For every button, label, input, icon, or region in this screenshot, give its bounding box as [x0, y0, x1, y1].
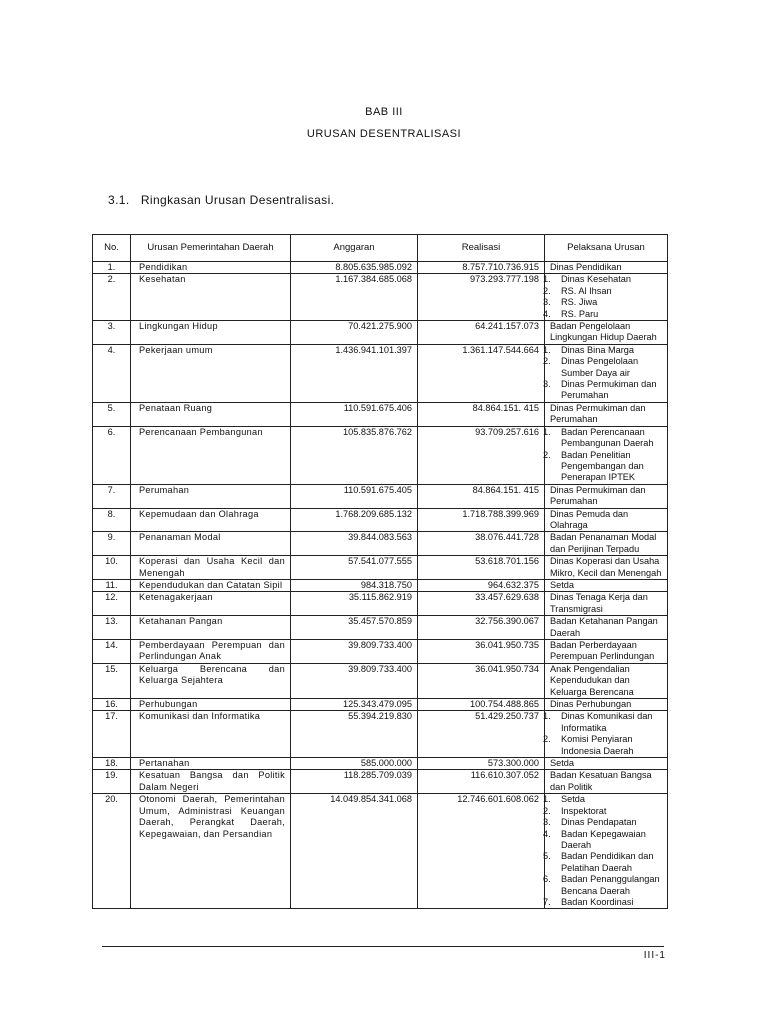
- pelaksana-item-label: Badan Kesatuan Bangsa dan Politik: [550, 770, 652, 792]
- section-title: Ringkasan Urusan Desentralisasi.: [140, 193, 335, 207]
- pelaksana-item-label: Badan Kepegawaian Daerah: [561, 828, 646, 850]
- row-anggaran: 35.457.570.859: [291, 616, 418, 640]
- row-anggaran: 585.000.000: [291, 758, 418, 770]
- table-row: [93, 508, 668, 532]
- row-anggaran: 110.591.675.405: [291, 484, 418, 508]
- row-pelaksana: [545, 758, 668, 770]
- pelaksana-item-label: Badan Ketahanan Pangan Daerah: [550, 616, 658, 638]
- pelaksana-item-label: Badan Perberdayaan Perempuan Perlindungan: [550, 640, 655, 662]
- column-header-anggaran: Anggaran: [291, 235, 418, 262]
- column-header-realisasi: Realisasi: [418, 235, 545, 262]
- table-row: [93, 758, 668, 770]
- chapter-heading: BAB III: [365, 106, 403, 118]
- row-urusan: Komunikasi dan Informatika: [131, 711, 291, 758]
- row-urusan: Kepemudaan dan Olahraga: [131, 508, 291, 532]
- row-pelaksana: [545, 426, 668, 484]
- row-anggaran: 1.436.941.101.397: [291, 344, 418, 402]
- row-pelaksana: [545, 699, 668, 711]
- table-row: [93, 344, 668, 402]
- table-row: [93, 426, 668, 484]
- pelaksana-item-label: Badan Pendidikan dan Pelatihan Daerah: [561, 851, 654, 873]
- row-realisasi: 38.076.441.728: [418, 532, 545, 556]
- row-anggaran: 1.768.209.685.132: [291, 508, 418, 532]
- pelaksana-item: 3. RS. Jiwa: [543, 297, 598, 308]
- pelaksana-item-label: Dinas Pendidikan: [550, 262, 622, 272]
- pelaksana-item: 2. RS. Al Ihsan: [543, 285, 612, 296]
- pelaksana-item-label: Anak Pengendalian Kependudukan dan Keluarga Berencana: [550, 663, 634, 697]
- row-realisasi: 36.041.950.735: [418, 640, 545, 664]
- row-realisasi: 8.757.710.736.915: [418, 262, 545, 274]
- column-header-no: No.: [93, 235, 131, 262]
- row-realisasi: 51.429.250.737: [418, 711, 545, 758]
- pelaksana-item-label: Badan Pengelolaan Lingkungan Hidup Daerah: [550, 321, 657, 343]
- row-anggaran: 14.049.854.341.068: [291, 794, 418, 909]
- pelaksana-item-label: Dinas Permukiman dan Perumahan: [561, 379, 657, 401]
- row-realisasi: 1.361.147.544.664: [418, 344, 545, 402]
- row-anggaran: 984.318.750: [291, 579, 418, 591]
- row-pelaksana: [545, 770, 668, 794]
- row-realisasi: 573.300.000: [418, 758, 545, 770]
- pelaksana-item: 4. Badan Kepegawaian Daerah: [543, 828, 646, 850]
- table-row: [93, 794, 668, 909]
- row-anggaran: 57.541.077.555: [291, 556, 418, 580]
- pelaksana-item-label: RS. Al Ihsan: [561, 285, 612, 296]
- row-number: 1.: [93, 262, 131, 274]
- pelaksana-item-label: Dinas Bina Marga: [561, 344, 635, 355]
- row-urusan: Pertanahan: [131, 758, 291, 770]
- pelaksana-item-label: Badan Koordinasi: [561, 896, 634, 907]
- row-realisasi: 12.746.601.608.062: [418, 794, 545, 909]
- table-row: [93, 711, 668, 758]
- table-row: [93, 484, 668, 508]
- pelaksana-item-label: Setda: [550, 579, 575, 590]
- pelaksana-item: 4. RS. Paru: [543, 308, 599, 319]
- row-anggaran: 70.421.275.900: [291, 321, 418, 345]
- pelaksana-item: 6. Badan Penanggulangan Bencana Daerah: [543, 874, 660, 896]
- row-anggaran: 118.285.709.039: [291, 770, 418, 794]
- pelaksana-item: 2. Badan Penelitian Pengembangan dan Penerapan IPTEK: [543, 449, 644, 483]
- row-number: 13.: [93, 616, 131, 640]
- pelaksana-item-label: Dinas Pendapatan: [561, 817, 637, 828]
- pelaksana-item-label: Dinas Pengelolaan Sumber Daya air: [561, 356, 639, 378]
- row-urusan: Keluarga Berencana dan Keluarga Sejahtera: [131, 663, 291, 698]
- row-urusan: Pekerjaan umum: [131, 344, 291, 402]
- row-pelaksana: [545, 711, 668, 758]
- pelaksana-item: 1. Setda: [543, 794, 586, 805]
- row-number: 19.: [93, 770, 131, 794]
- table-row: [93, 321, 668, 345]
- row-urusan: Ketenagakerjaan: [131, 592, 291, 616]
- pelaksana-item: 1. Dinas Bina Marga: [543, 344, 635, 355]
- pelaksana-item: 2. Komisi Penyiaran Indonesia Daerah: [543, 734, 634, 756]
- pelaksana-item-label: Dinas Komunikasi dan Informatika: [561, 711, 653, 733]
- row-urusan: Kependudukan dan Catatan Sipil: [131, 579, 291, 591]
- row-anggaran: 105.835.876.762: [291, 426, 418, 484]
- pelaksana-item: 3. Dinas Pendapatan: [543, 817, 637, 828]
- column-header-pelaksana: Pelaksana Urusan: [545, 235, 668, 262]
- table-row: [93, 579, 668, 591]
- row-pelaksana: [545, 484, 668, 508]
- pelaksana-item-label: Dinas Koperasi dan Usaha Mikro, Kecil dan Menengah: [550, 556, 662, 578]
- row-number: 18.: [93, 758, 131, 770]
- pelaksana-item-label: Setda: [550, 758, 575, 769]
- row-urusan: Pemberdayaan Perempuan dan Perlindungan Anak: [131, 640, 291, 664]
- row-number: 12.: [93, 592, 131, 616]
- row-anggaran: 55.394.219.830: [291, 711, 418, 758]
- row-pelaksana: [545, 262, 668, 274]
- pelaksana-item: 3. Dinas Permukiman dan Perumahan: [543, 379, 657, 401]
- pelaksana-item-label: Dinas Kesehatan: [561, 274, 631, 285]
- row-number: 6.: [93, 426, 131, 484]
- pelaksana-item: 5. Badan Pendidikan dan Pelatihan Daerah: [543, 851, 654, 873]
- pelaksana-item-label: Badan Penanaman Modal dan Perijinan Terpadu: [550, 532, 657, 554]
- row-anggaran: 39.809.733.400: [291, 640, 418, 664]
- table-row: [93, 699, 668, 711]
- pelaksana-item-label: Badan Penanggulangan Bencana Daerah: [561, 874, 660, 896]
- page-number: III-1: [643, 950, 666, 961]
- row-realisasi: 93.709.257.616: [418, 426, 545, 484]
- table-header-row: [93, 235, 668, 262]
- row-urusan: Kesehatan: [131, 274, 291, 321]
- row-anggaran: 1.167.384.685.068: [291, 274, 418, 321]
- table-row: [93, 663, 668, 698]
- pelaksana-item-label: Inspektorat: [561, 805, 607, 816]
- pelaksana-item-label: Dinas Perhubungan: [550, 699, 632, 710]
- row-urusan: Perencanaan Pembangunan: [131, 426, 291, 484]
- row-anggaran: 125.343.479.095: [291, 699, 418, 711]
- row-realisasi: 84.864.151. 415: [418, 402, 545, 426]
- row-realisasi: 53.618.701.156: [418, 556, 545, 580]
- row-number: 7.: [93, 484, 131, 508]
- pelaksana-item-label: Dinas Pemuda dan Olahraga: [550, 508, 629, 530]
- table-row: [93, 592, 668, 616]
- row-number: 15.: [93, 663, 131, 698]
- row-realisasi: 973.293.777.198: [418, 274, 545, 321]
- footer-divider: [102, 946, 664, 947]
- row-number: 10.: [93, 556, 131, 580]
- row-urusan: Perumahan: [131, 484, 291, 508]
- row-number: 8.: [93, 508, 131, 532]
- row-urusan: Lingkungan Hidup: [131, 321, 291, 345]
- pelaksana-item-label: Badan Perencanaan Pembangunan Daerah: [561, 426, 654, 449]
- row-pelaksana: [545, 344, 668, 402]
- table-row: [93, 262, 668, 274]
- table-row: [93, 616, 668, 640]
- table-row: [93, 402, 668, 426]
- row-number: 11.: [93, 579, 131, 591]
- row-urusan: Pendidikan: [131, 262, 291, 274]
- row-realisasi: 36.041.950.734: [418, 663, 545, 698]
- row-pelaksana: [545, 556, 668, 580]
- row-pelaksana: [545, 321, 668, 345]
- pelaksana-item-label: Badan Penelitian Pengembangan dan Penerapan IPTEK: [561, 449, 644, 483]
- pelaksana-item: 1. Dinas Komunikasi dan Informatika: [543, 711, 653, 733]
- row-realisasi: 84.864.151. 415: [418, 484, 545, 508]
- row-pelaksana: [545, 592, 668, 616]
- row-realisasi: 964.632.375: [418, 579, 545, 591]
- pelaksana-item: 2. Inspektorat: [543, 805, 607, 816]
- row-number: 9.: [93, 532, 131, 556]
- row-anggaran: 110.591.675.406: [291, 402, 418, 426]
- pelaksana-item-label: Setda: [561, 794, 586, 805]
- pelaksana-item-label: Dinas Permukiman dan Perumahan: [550, 484, 646, 507]
- row-pelaksana: [545, 616, 668, 640]
- row-anggaran: 39.809.733.400: [291, 663, 418, 698]
- row-realisasi: 64.241.157.073: [418, 321, 545, 345]
- row-pelaksana: [545, 663, 668, 698]
- row-number: 14.: [93, 640, 131, 664]
- row-realisasi: 1.718.788.399.969: [418, 508, 545, 532]
- row-number: 3.: [93, 321, 131, 345]
- row-urusan: Perhubungan: [131, 699, 291, 711]
- row-anggaran: 39.844.083.563: [291, 532, 418, 556]
- table-row: [93, 640, 668, 664]
- row-realisasi: 32.756.390.067: [418, 616, 545, 640]
- row-pelaksana: [545, 274, 668, 321]
- table-row: [93, 274, 668, 321]
- pelaksana-item: 7. Badan Koordinasi: [543, 896, 634, 907]
- table-row: [93, 770, 668, 794]
- chapter-title: URUSAN DESENTRALISASI: [306, 128, 462, 140]
- row-anggaran: 35.115.862.919: [291, 592, 418, 616]
- row-urusan: Penanaman Modal: [131, 532, 291, 556]
- section-number: 3.1.: [108, 193, 130, 207]
- row-number: 2.: [93, 274, 131, 321]
- table-row: [93, 532, 668, 556]
- table-row: [93, 556, 668, 580]
- pelaksana-item-label: Dinas Tenaga Kerja dan Transmigrasi: [550, 592, 648, 614]
- row-pelaksana: [545, 402, 668, 426]
- pelaksana-item-label: Komisi Penyiaran Indonesia Daerah: [561, 734, 634, 756]
- row-number: 4.: [93, 344, 131, 402]
- pelaksana-item-label: RS. Jiwa: [561, 297, 598, 308]
- pelaksana-item: 1. Badan Perencanaan Pembangunan Daerah: [543, 426, 654, 449]
- row-realisasi: 116.610.307.052: [418, 770, 545, 794]
- row-number: 20.: [93, 794, 131, 909]
- pelaksana-item-label: RS. Paru: [561, 308, 599, 319]
- pelaksana-item-label: Dinas Permukiman dan Perumahan: [550, 402, 646, 425]
- row-number: 16.: [93, 699, 131, 711]
- row-pelaksana: [545, 794, 668, 909]
- row-number: 17.: [93, 711, 131, 758]
- row-pelaksana: [545, 579, 668, 591]
- pelaksana-item: 1. Dinas Kesehatan: [543, 274, 631, 285]
- row-urusan: Kesatuan Bangsa dan Politik Dalam Negeri: [131, 770, 291, 794]
- row-urusan: Koperasi dan Usaha Kecil dan Menengah: [131, 556, 291, 580]
- row-realisasi: 33.457.629.638: [418, 592, 545, 616]
- row-urusan: Otonomi Daerah, Pemerintahan Umum, Administrasi Keuangan Daerah, Perangkat Daerah, Kepegawaian, dan Persandian: [131, 794, 291, 909]
- section-heading: [108, 193, 334, 207]
- row-realisasi: 100.754.488.865: [418, 699, 545, 711]
- pelaksana-item: 2. Dinas Pengelolaan Sumber Daya air: [543, 356, 639, 378]
- row-urusan: Penataan Ruang: [131, 402, 291, 426]
- row-pelaksana: [545, 532, 668, 556]
- row-urusan: Ketahanan Pangan: [131, 616, 291, 640]
- column-header-urusan: Urusan Pemerintahan Daerah: [131, 235, 291, 262]
- row-pelaksana: [545, 508, 668, 532]
- summary-table: [92, 234, 668, 909]
- row-anggaran: 8.805.635.985.092: [291, 262, 418, 274]
- row-pelaksana: [545, 640, 668, 664]
- row-number: 5.: [93, 402, 131, 426]
